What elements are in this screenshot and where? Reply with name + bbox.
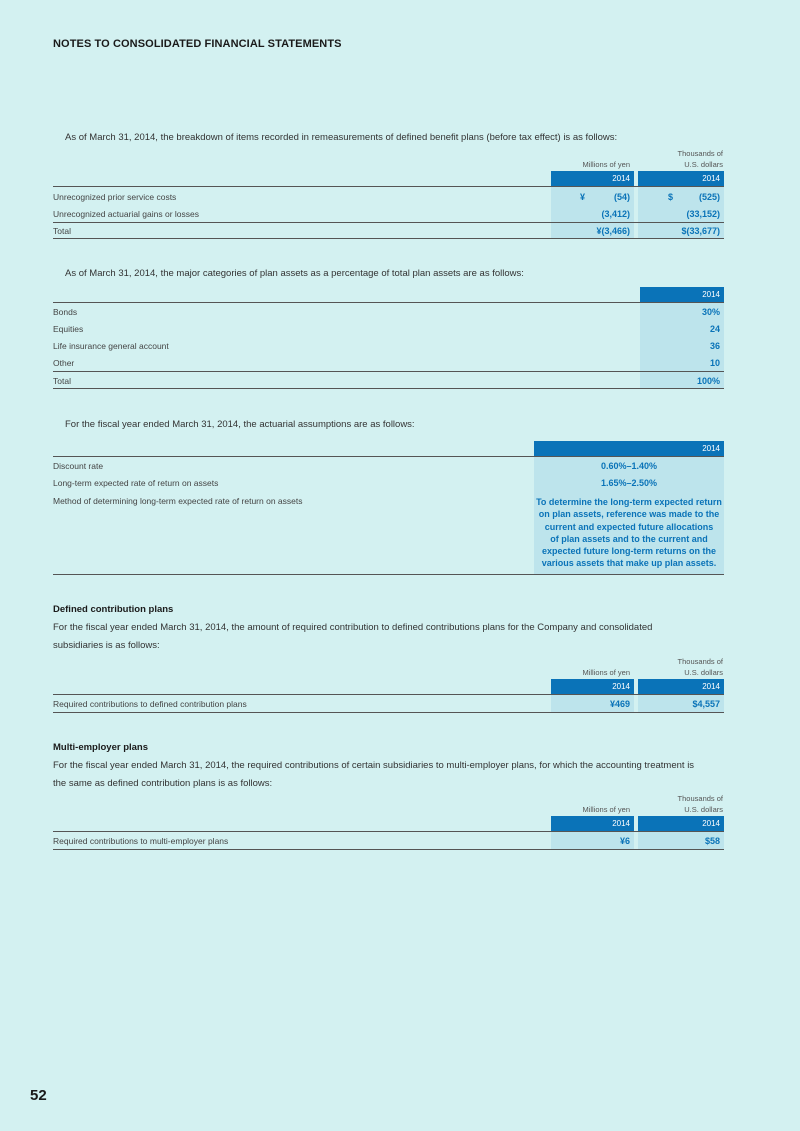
table-row-label: Total [53,226,71,236]
year-header: 2014 [534,441,724,456]
table-row-label: Discount rate [53,461,104,471]
table-row-label: Unrecognized prior service costs [53,192,177,202]
table-divider [53,371,724,372]
year-header-usd: 2014 [638,171,724,186]
table-row-label: Unrecognized actuarial gains or losses [53,209,199,219]
method-description: To determine the long-term expected return on plan assets, reference was made to the current and expected future allocations of plan assets and to the current and expected future long-term returns on the various assets that make up plan assets. [536,497,722,569]
multi-employer-intro-line1: For the fiscal year ended March 31, 2014, the required contributions of certain subsidiaries to multi-employer plans, for which the accounting treatment is [53,760,695,771]
currency-prefix-usd: $ [668,192,674,202]
unit-yen-label: Millions of yen [582,160,630,169]
plan-assets-intro: As of March 31, 2014, the major categories of plan assets as a percentage of total plan assets are as follows: [65,268,524,279]
table-row-value: 1.65%–2.50% [600,478,658,488]
table-row-value-usd: (525) [698,192,720,202]
table-divider [53,849,724,850]
table-divider [53,712,724,713]
defined-contribution-intro-line1: For the fiscal year ended March 31, 2014, the amount of required contribution to defined contributions plans for the Company and consolidated [53,622,653,633]
remeasurements-intro: As of March 31, 2014, the breakdown of items recorded in remeasurements of defined benefit plans (before tax effect) is as follows: [65,132,618,143]
year-header-usd: 2014 [638,816,724,831]
table-row-label: Life insurance general account [53,341,169,351]
year-header-usd: 2014 [638,679,724,694]
table-row-value-usd: (33,152) [686,209,720,219]
unit-yen-label: Millions of yen [582,668,630,677]
table-row-value-yen: (54) [613,192,630,202]
table-divider [53,302,724,303]
table-row-label: Other [53,358,75,368]
table-row-value: 36 [709,341,720,351]
table-row-value: 0.60%–1.40% [600,461,658,471]
year-header-yen: 2014 [551,816,634,831]
table-row-label: Equities [53,324,84,334]
table-row-value-usd: $4,557 [692,699,720,709]
table-row-value-usd: $(33,677) [681,226,720,236]
multi-employer-intro-line2: the same as defined contribution plans is as follows: [53,778,273,789]
section-title: Multi-employer plans [53,742,149,753]
unit-yen-label: Millions of yen [582,805,630,814]
unit-usd-label: Thousands of U.S. dollars [677,657,723,677]
defined-contribution-intro-line2: subsidiaries is as follows: [53,640,160,651]
table-row-label: Method of determining long-term expected rate of return on assets [53,496,303,506]
table-row-label: Bonds [53,307,78,317]
assumptions-intro: For the fiscal year ended March 31, 2014, the actuarial assumptions are as follows: [65,419,415,430]
table-row-value: 30% [701,307,720,317]
table-row-value-yen: ¥6 [619,836,630,846]
table-row-value-yen: (3,412) [601,209,630,219]
table-row-value-usd: $58 [704,836,720,846]
currency-prefix-yen: ¥ [580,192,586,202]
table-row-label: Required contributions to multi-employer plans [53,836,229,846]
table-row-value: 24 [709,324,720,334]
year-header: 2014 [640,287,724,302]
year-header-yen: 2014 [551,171,634,186]
year-header-yen: 2014 [551,679,634,694]
table-row-value-yen: ¥(3,466) [596,226,630,236]
section-title: Defined contribution plans [53,604,174,615]
table-row-label: Long-term expected rate of return on assets [53,478,219,488]
table-row-label: Required contributions to defined contribution plans [53,699,247,709]
page-number: 52 [30,1087,47,1104]
table-divider [53,574,724,575]
table-row-label: Total [53,376,71,386]
table-row-value: 100% [696,376,720,386]
table-divider [53,388,724,389]
table-divider [53,222,724,223]
table-row-value: 10 [709,358,720,368]
table-row-value-yen: ¥469 [609,699,630,709]
unit-usd-label: Thousands of U.S. dollars [677,794,723,814]
unit-usd-label: Thousands of U.S. dollars [677,149,723,169]
table-divider [53,238,724,239]
page-header-title: NOTES TO CONSOLIDATED FINANCIAL STATEMENTS [53,38,342,50]
